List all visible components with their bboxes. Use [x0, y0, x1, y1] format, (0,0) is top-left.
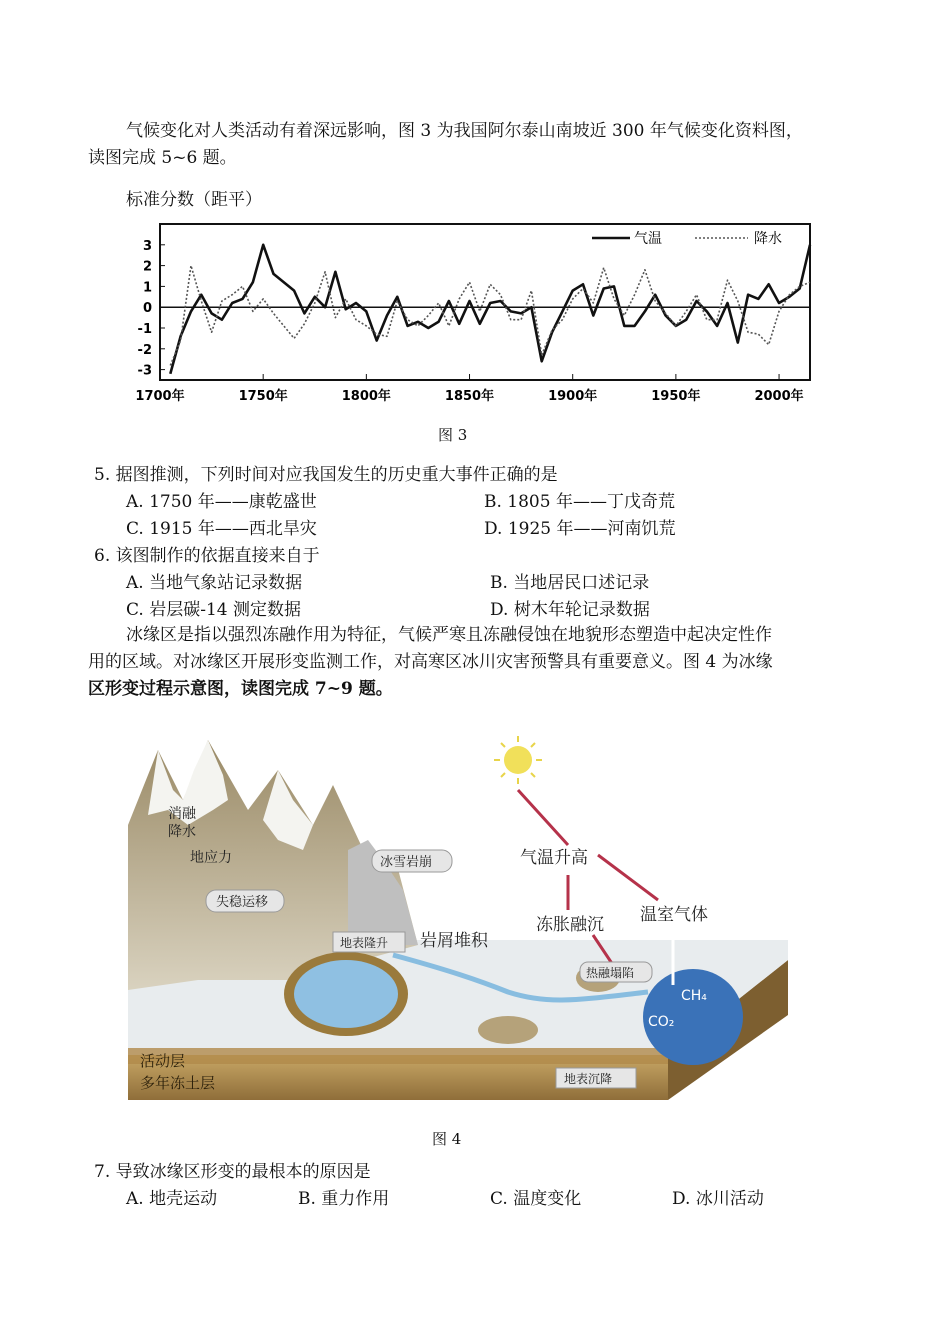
x-tick-label: 1800年	[341, 389, 391, 404]
label-stress: 地应力	[190, 850, 232, 866]
x-tick-label: 1750年	[238, 389, 288, 404]
question-5-option-a[interactable]: A. 1750 年——康乾盛世	[126, 492, 317, 512]
intro-2-line-2: 用的区域。对冰缘区开展形变监测工作，对高寒区冰川灾害预警具有重要意义。图 4 为冰缘	[88, 652, 773, 672]
intro-1-line-1: 气候变化对人类活动有着深远影响，图 3 为我国阿尔泰山南坡近 300 年气候变化资料图，	[126, 121, 803, 141]
label-uplift: 地表隆升	[340, 936, 389, 950]
question-7-option-d[interactable]: D. 冰川活动	[672, 1189, 764, 1209]
label-debris: 岩屑堆积	[420, 931, 488, 951]
question-5-option-c[interactable]: C. 1915 年——西北旱灾	[126, 519, 317, 539]
question-5-option-d[interactable]: D. 1925 年——河南饥荒	[484, 519, 676, 539]
figure-3-chart	[120, 212, 820, 412]
label-slide: 失稳运移	[216, 895, 269, 910]
x-tick-label: 1700年	[135, 389, 185, 404]
label-melt: 消融	[168, 806, 196, 822]
y-tick-label: -1	[137, 322, 152, 337]
y-tick-label: 2	[142, 259, 152, 275]
label-ch4: CH₄	[681, 988, 707, 1004]
question-7-option-b[interactable]: B. 重力作用	[298, 1189, 390, 1209]
label-thermokarst: 热融塌陷	[586, 966, 635, 980]
active-layer-band	[128, 1048, 668, 1064]
intro-paragraph-1	[88, 118, 868, 172]
series-precipitation-line	[170, 266, 810, 366]
legend-label-precipitation: 降水	[754, 231, 782, 247]
pit-1	[478, 1016, 538, 1044]
label-warming: 气温升高	[520, 848, 588, 868]
question-7-option-c[interactable]: C. 温度变化	[490, 1189, 582, 1209]
question-5-option-b[interactable]: B. 1805 年——丁戊奇荒	[484, 492, 675, 512]
plot-frame	[160, 224, 810, 380]
question-6-option-a[interactable]: A. 当地气象站记录数据	[126, 573, 303, 593]
intro-2-line-3: 区形变过程示意图，读图完成 7~9 题。	[88, 679, 393, 699]
y-tick-label: 0	[142, 301, 152, 317]
arrow-ghg-warming	[598, 855, 658, 900]
legend-label-temperature: 气温	[634, 231, 662, 247]
chart-y-title: 标准分数（距平）	[126, 190, 262, 210]
question-6-option-d[interactable]: D. 树木年轮记录数据	[490, 600, 650, 620]
question-6-option-b[interactable]: B. 当地居民口述记录	[490, 573, 650, 593]
figure-4-caption: 图 4	[432, 1130, 462, 1148]
intro-2-line-1: 冰缘区是指以强烈冻融作用为特征，气候严寒且冻融侵蚀在地貌形态塑造中起决定性作	[126, 625, 772, 645]
figure-4-diagram	[128, 730, 808, 1120]
label-frost: 冻胀融沉	[536, 915, 604, 935]
y-tick-label: 1	[142, 280, 152, 296]
y-tick-label: -3	[137, 363, 152, 379]
x-tick-label: 1900年	[548, 389, 598, 404]
question-7-option-a[interactable]: A. 地壳运动	[126, 1189, 218, 1209]
label-precip: 降水	[168, 824, 196, 840]
figure-3-caption: 图 3	[438, 426, 468, 444]
intro-1-line-2: 读图完成 5~6 题。	[88, 148, 237, 168]
lake	[294, 960, 398, 1028]
arrow-sun-warming	[518, 790, 568, 845]
question-5-stem: 5. 据图推测，下列时间对应我国发生的历史重大事件正确的是	[94, 465, 558, 485]
label-ghg: 温室气体	[640, 905, 708, 925]
y-tick-label: 3	[142, 238, 152, 254]
question-6-option-c[interactable]: C. 岩层碳-14 测定数据	[126, 600, 301, 620]
series-temperature-line	[170, 245, 810, 374]
label-co2: CO₂	[648, 1014, 675, 1030]
label-permafrost: 多年冻土层	[140, 1074, 216, 1092]
x-tick-label: 1950年	[651, 389, 701, 404]
sun-icon	[504, 746, 532, 774]
x-tick-label: 1850年	[444, 389, 495, 404]
x-tick-label: 2000年	[754, 389, 804, 404]
label-avalanche: 冰雪岩崩	[380, 855, 433, 870]
y-tick-label: -2	[137, 342, 152, 358]
label-subsidence: 地表沉降	[564, 1072, 613, 1086]
question-7-stem: 7. 导致冰缘区形变的最根本的原因是	[94, 1162, 371, 1182]
label-active-layer: 活动层	[140, 1052, 186, 1070]
intro-paragraph-2	[88, 622, 868, 703]
question-6-stem: 6. 该图制作的依据直接来自于	[94, 546, 320, 566]
